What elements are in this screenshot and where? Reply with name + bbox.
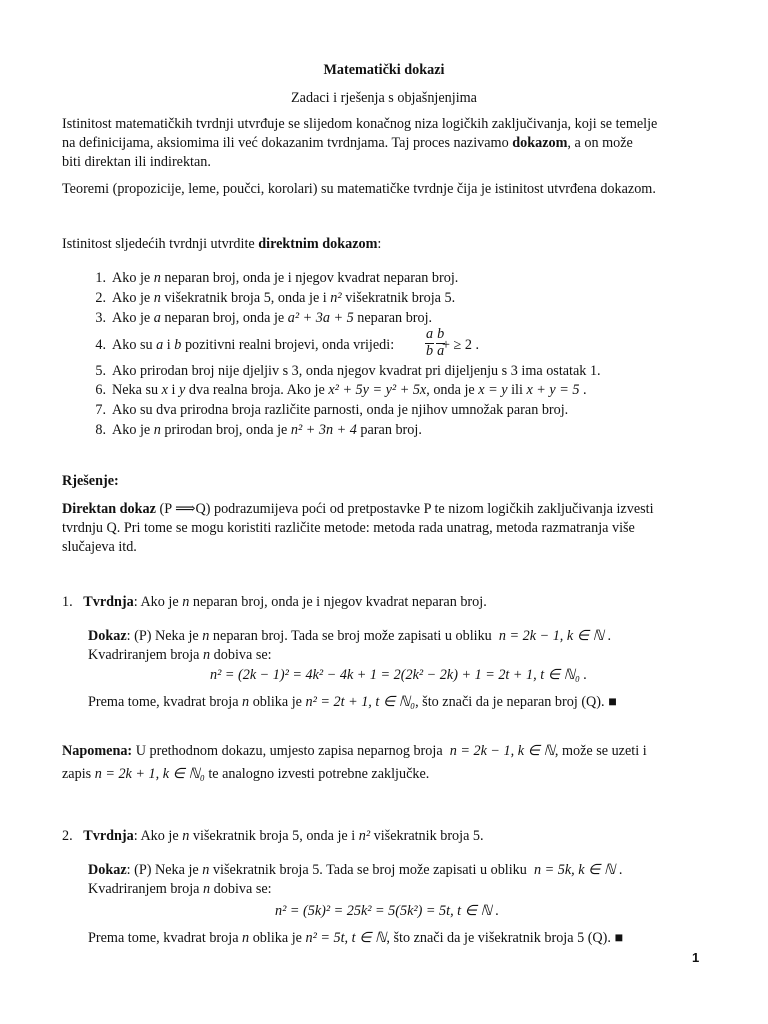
task-statement: Istinitost sljedećih tvrdnji utvrdite direktnim dokazom:	[62, 236, 382, 252]
proof-2-equation: n² = (5k)² = 25k² = 5(5k²) = 5t, t ∈ ℕ .	[275, 903, 500, 919]
intro-line-1: Istinitost matematičkih tvrdnji utvrđuje se slijedom konačnog niza logičkih zaključivanja, koji se temelje	[62, 116, 658, 132]
intro-line-3: biti direktan ili indirektan.	[62, 154, 211, 170]
proof-1-square-line: Kvadriranjem broja n dobiva se:	[88, 647, 272, 663]
document-subtitle: Zadaci i rješenja s objašnjenjima	[291, 90, 477, 106]
proof-2-proof-line: Dokaz: (P) Neka je n višekratnik broja 5. Tada se broj može zapisati u obliku n = 5k, k ∈ ℕ .	[88, 862, 623, 878]
intro-paragraph-2: Teoremi (propozicije, leme, poučci, korolari) su matematičke tvrdnje čija je istinitost utvrđena dokazom.	[62, 181, 656, 197]
direct-proof-line-2: tvrdnju Q. Pri tome se mogu koristiti različite metode: metoda rada unatrag, metoda razmatranja više	[62, 520, 635, 536]
page-number: 1	[692, 950, 700, 965]
direct-proof-line-3: slučajeva itd.	[62, 539, 137, 555]
proof-1-claim: 1. Tvrdnja: Ako je n neparan broj, onda je i njegov kvadrat neparan broj.	[62, 594, 487, 610]
proof-2-conclusion: Prema tome, kvadrat broja n oblika je n² = 5t, t ∈ ℕ, što znači da je višekratnik broja 5 (Q). ■	[88, 930, 624, 946]
intro-line-2: na definicijama, aksiomima ili već dokazanim tvrdnjama. Taj proces nazivamo dokazom, a on može	[62, 135, 633, 151]
solution-heading: Rješenje:	[62, 473, 119, 489]
note-line-1: Napomena: U prethodnom dokazu, umjesto zapisa neparnog broja n = 2k − 1, k ∈ ℕ, može se uzeti i	[62, 743, 647, 759]
proof-1-proof-line: Dokaz: (P) Neka je n neparan broj. Tada se broj može zapisati u obliku n = 2k − 1, k ∈ ℕ .	[88, 628, 612, 644]
proof-1-conclusion: Prema tome, kvadrat broja n oblika je n² = 2t + 1, t ∈ ℕ₀, što znači da je neparan broj (Q). ■	[88, 694, 617, 710]
document-title: Matematički dokazi	[323, 62, 445, 78]
fraction-inequality: $\frac{a}{b}$ $\frac{b}{a}$ + ≥ 2 .	[426, 326, 480, 359]
proof-2-square-line: Kvadriranjem broja n dobiva se:	[88, 881, 272, 897]
proof-2-claim: 2. Tvrdnja: Ako je n višekratnik broja 5, onda je i n² višekratnik broja 5.	[62, 828, 484, 844]
proof-1-equation: n² = (2k − 1)² = 4k² − 4k + 1 = 2(2k² − 2k) + 1 = 2t + 1, t ∈ ℕ₀ .	[210, 667, 588, 683]
note-line-2: zapis n = 2k + 1, k ∈ ℕ₀ te analogno izvesti potrebne zaključke.	[62, 766, 430, 782]
direct-proof-line-1: Direktan dokaz (P ⟹Q) podrazumijeva poći od pretpostavke P te nizom logičkih zaključivanja izvesti	[62, 501, 654, 517]
